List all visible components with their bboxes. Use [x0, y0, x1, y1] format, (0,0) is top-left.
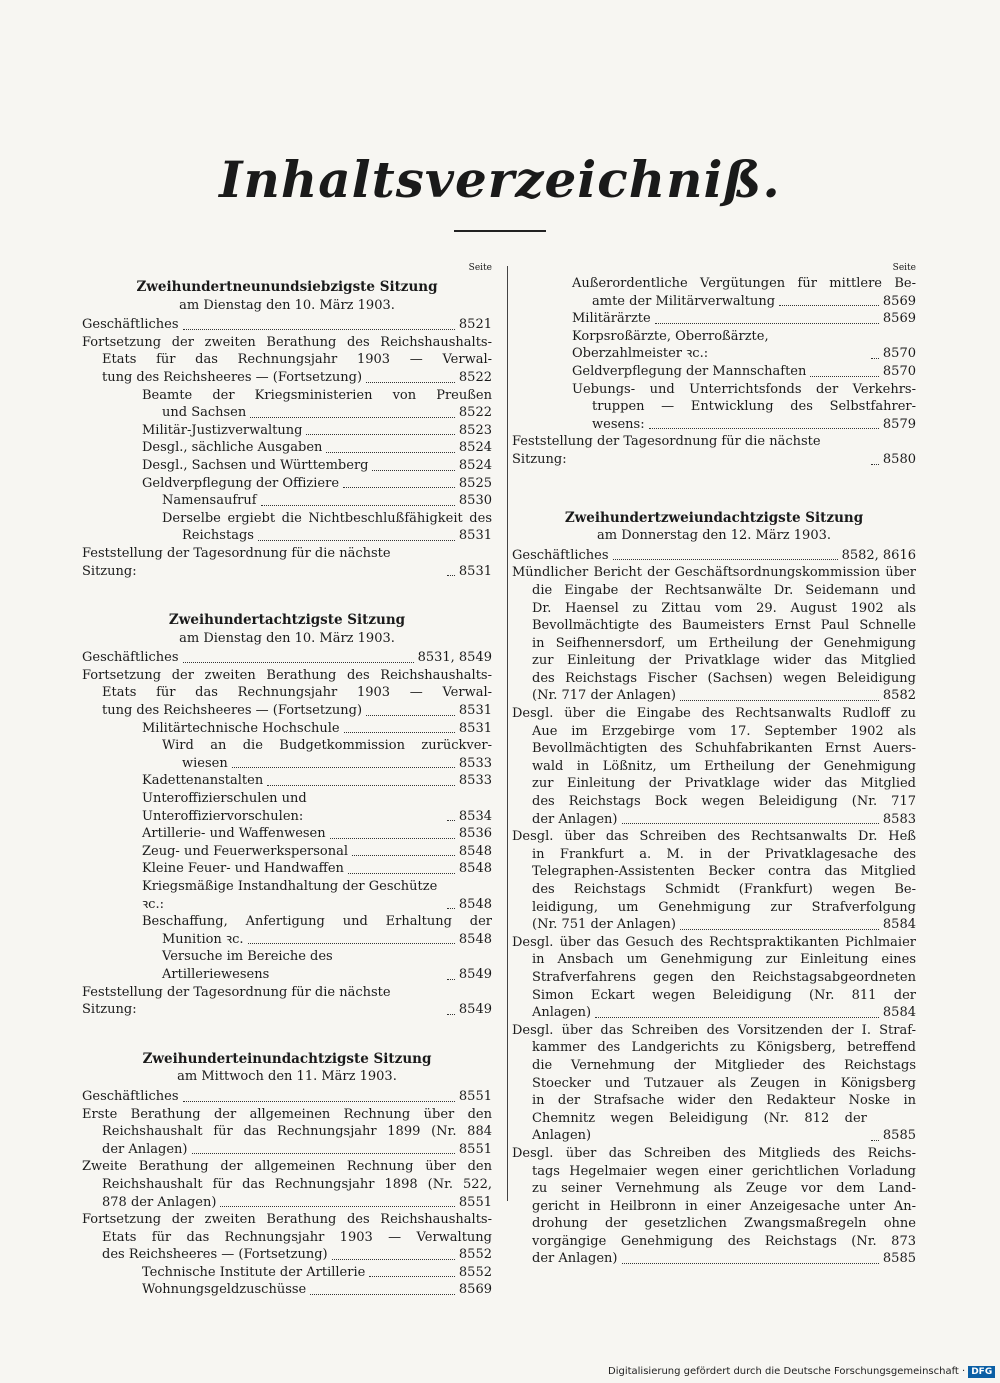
toc-entry [82, 860, 492, 878]
entry-text: Versuche im Bereiche des Artilleriewesens [162, 949, 333, 982]
page-number: 8530 [458, 493, 492, 509]
dot-leader [183, 662, 414, 663]
left-sections [82, 279, 492, 1299]
entry-text-line: Beamte der Kriegsministerien von Preußen [142, 387, 492, 403]
entry-last-line [162, 755, 492, 773]
entry-text-line: des Reichstags Fischer (Sachsen) wegen Beleidigung [532, 670, 916, 686]
toc-entry [82, 316, 492, 334]
dot-leader [220, 1206, 454, 1207]
page-title: Inhaltsverzeichniß. [219, 150, 781, 209]
entry-text-line: Reichshaushalt für das Rechnungsjahr 1899 (Nr. 884 [102, 1124, 492, 1140]
entry-text-line: Zweite Berathung der allgemeinen Rechnung über den [82, 1159, 492, 1175]
dot-leader [250, 417, 455, 418]
page-number: 8533 [458, 755, 492, 771]
footer-text: Digitalisierung gefördert durch die Deutsche Forschungsgemeinschaft [608, 1366, 959, 1377]
entry-last-line [82, 984, 492, 1019]
entry-text-line: Bevollmächtigten des Schuhfabrikanten Ernst Auers- [532, 741, 916, 757]
entry-text-line: gericht in Heilbronn in einer Anzeigesache unter An- [532, 1198, 916, 1214]
entry-text: des Reichsheeres — (Fortsetzung) [102, 1247, 328, 1263]
dot-leader [192, 1153, 455, 1154]
page-number: 8536 [458, 826, 492, 842]
entry-last-line [82, 1246, 492, 1264]
toc-entry [512, 828, 916, 934]
dot-leader [306, 434, 454, 435]
toc-entry [82, 387, 492, 422]
entry-text-line: Außerordentliche Vergütungen für mittlere Be- [572, 276, 916, 291]
entry-last-line [82, 369, 492, 387]
page-number: 8585 [882, 1251, 916, 1267]
entry-last-line [82, 649, 492, 667]
entry-text: Kadettenanstalten [142, 773, 264, 789]
page-number: 8531 [458, 563, 492, 579]
dot-leader [649, 428, 879, 429]
toc-entry [512, 433, 916, 468]
entry-text-line: Etats für das Rechnungsjahr 1903 — Verwal- [102, 352, 492, 368]
dfg-logo: DFG [968, 1366, 995, 1378]
session-title: Zweihundertneunundsiebzigste Sitzung [136, 279, 438, 295]
session-date: am Mittwoch den 11. März 1903. [177, 1069, 397, 1085]
page-number: 8551 [458, 1194, 492, 1210]
entry-text: Geschäftliches [82, 1088, 179, 1104]
toc-entry [82, 439, 492, 457]
page-number: 8548 [458, 843, 492, 859]
dot-leader [232, 767, 455, 768]
session-date: am Dienstag den 10. März 1903. [179, 297, 395, 313]
entry-text-line: Etats für das Rechnungsjahr 1903 — Verwaltung [102, 1229, 492, 1245]
entry-text-line: in Seifhennersdorf, um Ertheilung der Genehmigung [532, 635, 916, 651]
entry-text-line: Uebungs- und Unterrichtsfonds der Verkehrs- [572, 381, 916, 397]
entry-last-line [142, 1264, 492, 1282]
toc-entry [82, 720, 492, 738]
page-number: 8531, 8549 [417, 650, 492, 666]
dot-leader [330, 838, 455, 839]
entry-text-line: Reichshaushalt für das Rechnungsjahr 1898 (Nr. 522, [102, 1176, 492, 1192]
entry-last-line [512, 916, 916, 934]
toc-entry [82, 1106, 492, 1159]
entry-text-line: Desgl. über das Schreiben des Vorsitzenden der I. Straf- [512, 1022, 916, 1038]
entry-last-line [572, 293, 916, 311]
entry-last-line [82, 1194, 492, 1212]
dot-leader [447, 979, 455, 980]
page-number: 8531 [458, 703, 492, 719]
column-divider [507, 266, 508, 1201]
dot-leader [447, 820, 455, 821]
entry-text: Geldverpflegung der Mannschaften [572, 363, 807, 379]
entry-text-line: Beschaffung, Anfertigung und Erhaltung der [142, 914, 492, 930]
dot-leader [343, 487, 455, 488]
toc-entry [512, 547, 916, 565]
page-number: 8584 [882, 917, 916, 933]
entry-text: Unteroffizierschulen und Unteroffiziervorschulen: [142, 791, 307, 824]
dot-leader [680, 700, 879, 701]
entry-text-line: Simon Eckart wegen Beleidigung (Nr. 811 der [532, 987, 916, 1003]
toc-entry [512, 1145, 916, 1268]
dot-leader [871, 1140, 879, 1141]
entry-text: Wohnungsgeldzuschüsse [142, 1282, 307, 1298]
session-title: Zweihundertachtzigste Sitzung [168, 612, 406, 629]
session-date: am Donnerstag den 12. März 1903. [596, 528, 831, 544]
toc-entry [82, 790, 492, 825]
dot-leader [622, 1263, 879, 1264]
dot-leader [871, 358, 879, 359]
entry-text: Anlagen) [532, 1005, 592, 1021]
entry-last-line [512, 547, 916, 565]
entry-text-line: Fortsetzung der zweiten Berathung des Reichshaushalts- [82, 1212, 492, 1228]
page-number: 8531 [458, 720, 492, 736]
page-number: 8569 [882, 293, 916, 309]
entry-text-line: die Vernehmung der Mitglieder des Reichstags [532, 1057, 916, 1073]
dot-leader [352, 855, 455, 856]
entry-text-line: Desgl. über das Gesuch des Rechtspraktikanten Pichlmaier [512, 934, 916, 950]
session-title: Zweihundertzweiundachtzigste Sitzung [564, 509, 864, 526]
dot-leader [348, 873, 455, 874]
dot-leader [310, 1294, 455, 1295]
entry-text: Desgl., sächliche Ausgaben [142, 440, 323, 456]
toc-entry [82, 649, 492, 667]
entry-text: Kriegsmäßige Instandhaltung der Geschütze ꝛc.: [142, 879, 438, 912]
session-section [82, 580, 492, 1019]
page-number: 8522 [458, 369, 492, 385]
dot-leader [366, 715, 455, 716]
entry-text-line: Desgl. über das Schreiben des Mitglieds des Reichs- [512, 1145, 916, 1161]
toc-entry [82, 492, 492, 510]
toc-entry [512, 328, 916, 363]
dot-leader [655, 323, 879, 324]
dot-leader [267, 785, 455, 786]
entry-text-line: Wird an die Budgetkommission zurückver- [162, 738, 492, 754]
entry-text: Zeug- und Feuerwerkspersonal [142, 843, 349, 859]
page-number: 8583 [882, 811, 916, 827]
toc-entry [512, 1022, 916, 1145]
page-number: 8548 [458, 896, 492, 912]
entry-text: wesens: [592, 416, 645, 432]
entry-last-line [142, 931, 492, 949]
entry-text-line: Derselbe ergiebt die Nichtbeschlußfähigkeit des [162, 510, 492, 526]
toc-entry [82, 825, 492, 843]
page-number: 8531 [458, 528, 492, 544]
entry-last-line [572, 310, 916, 328]
entry-text: Militär-Justizverwaltung [142, 422, 303, 438]
title-rule [454, 230, 546, 232]
page-number: 8533 [458, 773, 492, 789]
entry-text-line: Etats für das Rechnungsjahr 1903 — Verwal- [102, 685, 492, 701]
page-number: 8579 [882, 416, 916, 432]
entry-text-line: wald in Lößnitz, um Ertheilung der Genehmigung [532, 758, 916, 774]
toc-entry [512, 310, 916, 328]
session-section [82, 1019, 492, 1299]
page-number: 8522 [458, 405, 492, 421]
seite-label: Seite [468, 263, 492, 273]
dot-leader [372, 470, 454, 471]
toc-entry [82, 1211, 492, 1264]
page-number: 8569 [458, 1282, 492, 1298]
dot-leader [332, 1259, 455, 1260]
session-title: Zweihunderteinundachtzigste Sitzung [142, 1050, 432, 1067]
footer: Digitalisierung gefördert durch die Deutsche Forschungsgemeinschaft · DFG [608, 1366, 995, 1378]
entry-last-line [142, 439, 492, 457]
page-number: 8570 [882, 363, 916, 379]
entry-last-line [82, 316, 492, 334]
entry-last-line [162, 527, 492, 545]
entry-text: und Sachsen [162, 405, 247, 421]
entry-text: Kleine Feuer- und Handwaffen [142, 861, 344, 877]
entry-text: tung des Reichsheeres — (Fortsetzung) [102, 703, 363, 719]
page-number: 8552 [458, 1247, 492, 1263]
page-number: 8580 [882, 451, 916, 467]
entry-text-line: in Frankfurt a. M. in der Privatklagesache des [532, 846, 916, 862]
dot-leader [680, 929, 879, 930]
entry-text: der Anlagen) [102, 1141, 188, 1157]
entry-text-line: Aue im Erzgebirge vom 17. September 1902 als [532, 723, 916, 739]
right-column [512, 262, 916, 1268]
dot-leader [810, 376, 879, 377]
entry-last-line [162, 948, 492, 983]
entry-text-line: des Reichstags Schmidt (Frankfurt) wegen Be- [532, 882, 916, 897]
toc-entry [82, 948, 492, 983]
toc-entry [82, 545, 492, 580]
page-number: 8548 [458, 931, 492, 947]
dot-leader [447, 908, 455, 909]
page-number: 8551 [458, 1088, 492, 1104]
left-column [82, 262, 492, 1299]
entry-last-line [142, 404, 492, 422]
toc-entry [82, 878, 492, 913]
entry-text-line: drohung der gesetzlichen Zwangsmaßregeln ohne [532, 1216, 916, 1232]
entry-text: der Anlagen) [532, 811, 618, 827]
page-number: 8585 [882, 1128, 916, 1144]
dot-leader [871, 464, 879, 465]
dot-leader [248, 943, 455, 944]
entry-text-line: leidigung, um Genehmigung zur Strafverfolgung [532, 899, 916, 915]
toc-entry [512, 381, 916, 434]
page-number: 8525 [458, 475, 492, 491]
entry-last-line [142, 457, 492, 475]
page-number: 8569 [882, 311, 916, 327]
entry-last-line [82, 1088, 492, 1106]
toc-entry [82, 667, 492, 720]
right-continuation [512, 275, 916, 469]
entry-last-line [512, 1110, 916, 1145]
entry-text-line: Strafverfahrens gegen den Reichstagsabgeordneten [532, 969, 916, 985]
section-gap [82, 580, 492, 608]
entry-last-line [142, 1281, 492, 1299]
dot-leader [779, 305, 879, 306]
toc-entry [512, 275, 916, 310]
toc-entry [82, 1264, 492, 1282]
page-number: 8584 [882, 1005, 916, 1021]
session-date: am Dienstag den 10. März 1903. [179, 630, 395, 646]
entry-text: der Anlagen) [532, 1251, 618, 1267]
entry-text-line: Mündlicher Bericht der Geschäftsordnungskommission über [512, 565, 916, 581]
entry-text: Chemnitz wegen Beleidigung (Nr. 812 der Anlagen) [532, 1110, 867, 1144]
toc-entry [82, 334, 492, 387]
toc-entry [82, 737, 492, 772]
entry-last-line [572, 328, 916, 363]
entry-text-line: Dr. Haensel zu Zittau vom 29. August 1902 als [532, 600, 916, 616]
entry-last-line [512, 687, 916, 705]
entry-text-line: Desgl. über das Schreiben des Rechtsanwalts Dr. Heß [512, 829, 916, 845]
entry-text: Militärtechnische Hochschule [142, 720, 340, 736]
entry-text: Korpsroßärzte, Oberroßärzte, Oberzahlmeister ꝛc.: [572, 328, 769, 362]
entry-last-line [142, 720, 492, 738]
toc-entry [82, 913, 492, 948]
page-number: 8524 [458, 457, 492, 473]
page-number: 8521 [458, 317, 492, 333]
entry-text: (Nr. 717 der Anlagen) [532, 688, 676, 704]
page-number: 8582, 8616 [841, 547, 916, 563]
entry-text-line: die Eingabe der Rechtsanwälte Dr. Seidemann und [532, 582, 916, 598]
page-number: 8549 [458, 966, 492, 982]
entry-text: Artillerie- und Waffenwesen [142, 826, 326, 842]
entry-text-line: Desgl. über die Eingabe des Rechtsanwalts Rudloff zu [512, 706, 916, 722]
dot-leader [622, 823, 879, 824]
toc-entry [82, 510, 492, 545]
page-number: 8534 [458, 808, 492, 824]
entry-text: Geschäftliches [82, 317, 179, 333]
entry-text-line: Bevollmächtigte des Baumeisters Ernst Paul Schnelle [532, 618, 916, 634]
entry-text: Feststellung der Tagesordnung für die nächste Sitzung: [512, 434, 821, 467]
entry-last-line [142, 772, 492, 790]
entry-last-line [82, 1141, 492, 1159]
toc-entry [512, 934, 916, 1022]
entry-last-line [572, 416, 916, 434]
page-number: 8523 [458, 422, 492, 438]
entry-last-line [82, 545, 492, 580]
toc-entry [82, 843, 492, 861]
seite-label-right: Seite [892, 263, 916, 273]
dot-leader [261, 505, 455, 506]
entry-text-line: zu seiner Vernehmung als Zeuge vor dem Land- [532, 1181, 916, 1197]
entry-text: (Nr. 751 der Anlagen) [532, 917, 676, 933]
entry-text: amte der Militärverwaltung [592, 293, 776, 309]
entry-text: Geldverpflegung der Offiziere [142, 475, 340, 491]
right-sections [512, 510, 916, 1269]
toc-entry [82, 457, 492, 475]
dot-leader [183, 1101, 455, 1102]
toc-entry [82, 1281, 492, 1299]
dot-leader [344, 732, 455, 733]
entry-last-line [512, 1250, 916, 1268]
toc-entry [512, 705, 916, 828]
entry-last-line [142, 878, 492, 913]
page-number: 8524 [458, 440, 492, 456]
dot-leader [183, 329, 455, 330]
session-section [82, 279, 492, 580]
dot-leader [613, 559, 838, 560]
entry-text: 878 der Anlagen) [102, 1194, 217, 1210]
entry-text-line: Fortsetzung der zweiten Berathung des Reichshaushalts- [82, 667, 492, 683]
toc-entry [82, 1088, 492, 1106]
entry-last-line [142, 825, 492, 843]
dot-leader [595, 1017, 879, 1018]
entry-text: tung des Reichsheeres — (Fortsetzung) [102, 369, 363, 385]
entry-last-line [572, 363, 916, 381]
page-number: 8548 [458, 861, 492, 877]
session-section [512, 510, 916, 1269]
entry-text-line: in Ansbach um Genehmigung zur Einleitung eines [532, 952, 916, 968]
entry-last-line [142, 475, 492, 493]
page-number: 8570 [882, 346, 916, 362]
entry-text-line: tags Hegelmaier wegen einer gerichtlichen Vorladung [532, 1163, 916, 1179]
entry-text-line: zur Einleitung der Privatklage wider das Mitglied [532, 776, 916, 792]
entry-text-line: Stoecker und Tutzauer als Zeugen in Königsberg [532, 1075, 916, 1091]
toc-entry [512, 363, 916, 381]
entry-text-line: in der Strafsache wider den Redakteur Noske in [532, 1093, 916, 1109]
entry-text-line: kammer des Landgerichts zu Königsberg, betreffend [532, 1040, 916, 1056]
page-number: 8551 [458, 1141, 492, 1157]
dot-leader [326, 452, 454, 453]
entry-last-line [512, 811, 916, 829]
dot-leader [258, 540, 455, 541]
entry-text-line: zur Einleitung der Privatklage wider das Mitglied [532, 653, 916, 669]
page-number: 8552 [458, 1264, 492, 1280]
entry-last-line [82, 702, 492, 720]
entry-text-line: Telegraphen-Assistenten Becker contra das Mitglied [532, 864, 916, 880]
dot-leader [366, 382, 455, 383]
entry-text-line: Erste Berathung der allgemeinen Rechnung über den [82, 1106, 492, 1122]
entry-text-line: vorgängige Genehmigung des Reichstags (Nr. 873 [532, 1233, 916, 1249]
entry-text: wiesen [182, 755, 228, 771]
entry-text: Technische Institute der Artillerie [142, 1264, 366, 1280]
toc-entry [82, 475, 492, 493]
entry-text: Feststellung der Tagesordnung für die nächste Sitzung: [82, 545, 391, 579]
entry-text-line: truppen — Entwicklung des Selbstfahrer- [592, 399, 916, 415]
entry-text: Geschäftliches [512, 547, 609, 563]
page-number: 8582 [882, 688, 916, 704]
entry-last-line [512, 433, 916, 468]
toc-entry [82, 1158, 492, 1211]
entry-text: Namensaufruf [162, 493, 257, 509]
entry-last-line [142, 790, 492, 825]
entry-last-line [512, 1004, 916, 1022]
dot-leader [447, 575, 455, 576]
entry-text: Feststellung der Tagesordnung für die nächste Sitzung: [82, 984, 391, 1018]
dot-leader [447, 1014, 455, 1015]
entry-text: Geschäftliches [82, 650, 179, 666]
entry-text-line: Fortsetzung der zweiten Berathung des Reichshaushalts- [82, 334, 492, 350]
toc-entry [82, 772, 492, 790]
toc-entry [512, 564, 916, 705]
toc-entry [82, 984, 492, 1019]
page-number: 8549 [458, 1002, 492, 1018]
entry-last-line [162, 492, 492, 510]
entry-text-line: des Reichstags Bock wegen Beleidigung (Nr. 717 [532, 794, 916, 810]
entry-text: Reichstags [182, 528, 254, 544]
dot-leader [369, 1276, 455, 1277]
entry-text: Desgl., Sachsen und Württemberg [142, 457, 369, 473]
entry-last-line [142, 843, 492, 861]
entry-last-line [142, 860, 492, 878]
section-gap [82, 1019, 492, 1047]
entry-text: Munition ꝛc. [162, 931, 244, 947]
toc-entry [82, 422, 492, 440]
entry-last-line [142, 422, 492, 440]
entry-text: Militärärzte [572, 311, 651, 327]
